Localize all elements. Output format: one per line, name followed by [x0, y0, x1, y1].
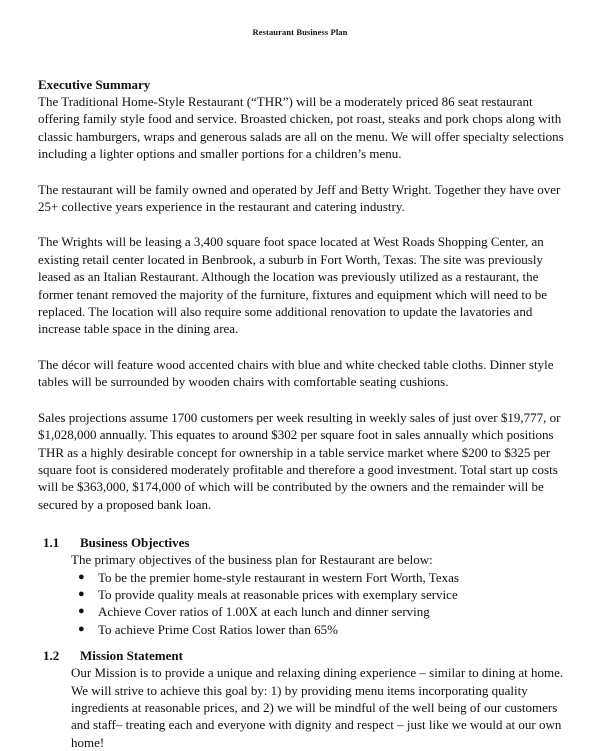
mission-statement-body: Our Mission is to provide a unique and relaxing dining experience – similar to dining at home. We will strive to achieve this goal by: 1) by providing menu items incorporating quality ingredients at reasonable prices, and 2) we will be mindful of the well being of our customers and staff– treating each and everyone with dignity and respect – just like we would at our own home!: [71, 665, 564, 750]
business-objective-text: To achieve Prime Cost Ratios lower than 65%: [98, 621, 338, 637]
business-objective-text: Achieve Cover ratios of 1.00X at each lunch and dinner serving: [98, 604, 430, 620]
mission-statement-title: Mission Statement: [80, 648, 183, 664]
bullet-icon: ●: [78, 605, 85, 618]
list-item: [78, 603, 568, 620]
bullet-icon: ●: [78, 587, 85, 600]
document-header-title: Restaurant Business Plan: [252, 27, 348, 37]
business-objectives-section: [38, 534, 568, 638]
document-body: [38, 76, 568, 751]
business-objectives-intro: The primary objectives of the business plan for Restaurant are below:: [71, 552, 433, 568]
business-objectives-number: 1.1: [43, 535, 60, 551]
business-objectives-title: Business Objectives: [80, 535, 190, 551]
mission-statement-section: [38, 647, 568, 751]
executive-summary-paragraph-2: The restaurant will be family owned and operated by Jeff and Betty Wright. Together they have over 25+ collective years experience in the restaurant and catering industry.: [38, 181, 561, 215]
business-objective-text: To provide quality meals at reasonable prices with exemplary service: [98, 586, 458, 602]
business-objectives-list: [78, 569, 568, 639]
list-item: [78, 621, 568, 638]
executive-summary-paragraph-5: Sales projections assume 1700 customers per week resulting in weekly sales of just over $19,777, or $1,028,000 annually. This equates to around $302 per square foot in sales annually which positions THR as a highly desirable concept for ownership in a table service market where $200 to $325 per square foot is considered moderately profitable and therefore a good investment. Total start up costs will be $363,000, $174,000 of which will be contributed by the owners and the remainder will be secured by a proposed bank loan.: [38, 409, 561, 512]
list-item: [78, 586, 568, 603]
executive-summary-heading: Executive Summary: [38, 77, 151, 92]
executive-summary-paragraph-4: The décor will feature wood accented chairs with blue and white checked table cloths. Dinner style tables will be surrounded by wooden chairs with comfortable seating cushions.: [38, 356, 554, 390]
mission-statement-number: 1.2: [43, 648, 60, 664]
business-objective-text: To be the premier home-style restaurant in western Fort Worth, Texas: [98, 569, 459, 585]
executive-summary-paragraph-3: The Wrights will be leasing a 3,400 square foot space located at West Roads Shopping Center, an existing retail center located in Benbrook, a suburb in Fort Worth, Texas. The site was previously leased as an Italian Restaurant. Although the location was previously utilized as a restaurant, the former tenant removed the majority of the furniture, fixtures and equipment which will need to be replaced. The location will also require some additional renovation to update the lavatories and increase table space in the dining area.: [38, 234, 548, 337]
bullet-icon: ●: [78, 570, 85, 583]
bullet-icon: ●: [78, 622, 85, 635]
mission-statement-heading: [43, 647, 568, 664]
business-objectives-heading: [43, 534, 568, 551]
executive-summary-paragraph-1: The Traditional Home-Style Restaurant (“THR”) will be a moderately priced 86 seat restaurant offering family style food and service. Broasted chicken, pot roast, steaks and pork chops along with classic hamburgers, wraps and generous salads are all on the menu. We will offer specialty selections including a lighter options and smaller portions for a children’s menu.: [38, 94, 564, 162]
list-item: [78, 569, 568, 586]
